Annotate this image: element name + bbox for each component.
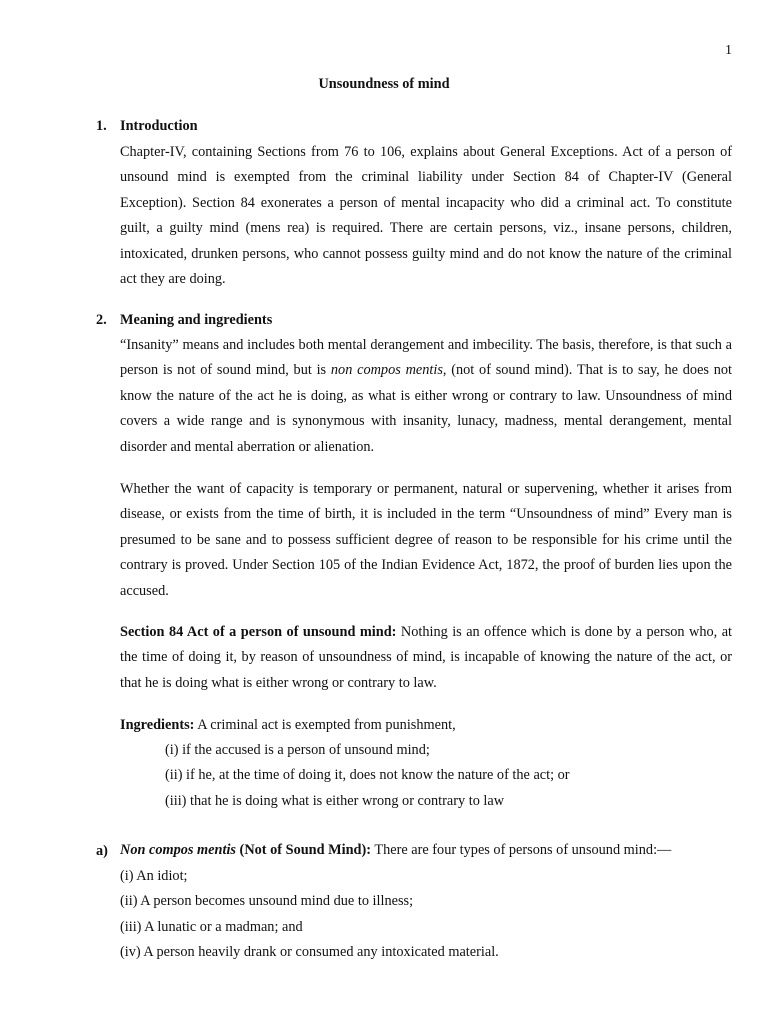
ncm-heading-line xyxy=(120,838,732,863)
section-84-paragraph xyxy=(120,620,732,696)
meaning-paragraph xyxy=(120,333,732,460)
section-heading: Introduction xyxy=(120,118,198,134)
page-number: 1 xyxy=(725,43,732,58)
section-84-label: Section 84 Act of a person of unsound mind: xyxy=(120,624,397,640)
subsection-marker: a) xyxy=(96,843,108,859)
ncm-list xyxy=(120,864,732,966)
latin-term: non compos mentis xyxy=(330,362,443,379)
capacity-paragraph: Whether the want of capacity is temporary or permanent, natural or supervening, whether it arises from disease, or exists from the time of birth, it is included in the term “Unsoundness of mind” Every man is presumed to be sane and to possess sufficient degree of reason to be responsible for his crime until the contrary is proved. Under Section 105 of the Indian Evidence Act, 1872, the proof of burden lies upon the accused. xyxy=(120,481,732,599)
list-item: (iv) A person heavily drank or consumed any intoxicated material. xyxy=(120,944,499,961)
ingredients-list xyxy=(165,738,570,814)
ingredients-paragraph xyxy=(120,713,732,738)
ncm-term: Non compos mentis xyxy=(120,842,236,858)
list-item: (ii) if he, at the time of doing it, does not know the nature of the act; or xyxy=(165,767,570,784)
list-item: (iii) A lunatic or a madman; and xyxy=(120,918,303,935)
ingredients-label: Ingredients: xyxy=(120,717,195,733)
ncm-heading: (Not of Sound Mind): xyxy=(235,842,372,858)
list-item: (i) if the accused is a person of unsound mind; xyxy=(165,742,430,758)
list-item: (iii) that he is doing what is either wrong or contrary to law xyxy=(165,792,505,809)
ingredients-text: A criminal act is exempted from punishment, xyxy=(194,717,456,733)
list-item: (ii) A person becomes unsound mind due to illness; xyxy=(120,893,414,910)
list-item: (i) An idiot; xyxy=(120,868,188,884)
section-heading: Meaning and ingredients xyxy=(120,312,273,328)
section-number: 2. xyxy=(96,312,107,328)
section-number: 1. xyxy=(96,118,107,134)
ncm-text: There are four types of persons of unsound mind:— xyxy=(371,842,672,858)
meaning-text: “Insanity” means and includes both mental derangement and imbecility. The basis, therefore, is that such a person is not of sound mind, but is xyxy=(120,337,732,379)
meaning-text: , (not of sound mind). That is to say, he does not know the nature of the act he is doing, as what is either wrong or contrary to law. Unsoundness of mind covers a wide range and is synonymous with insanity, lunacy, madness, mental derangement, mental disorder and mental aberration or alienation. xyxy=(120,362,733,455)
intro-paragraph: Chapter-IV, containing Sections from 76 to 106, explains about General Exceptions. Act of a person of unsound mind is exempted from the criminal liability under Section 84 of Chapter-IV (General Exception). Section 84 exonerates a person of mental incapacity who did a criminal act. To constitute guilt, a guilty mind (mens rea) is required. There are certain persons, viz., insane persons, children, intoxicated, drunken persons, who cannot possess guilty mind and do not know the nature of the criminal act they are doing. xyxy=(120,144,732,288)
section-84-text: Nothing is an offence which is done by a person who, at the time of doing it, by reason of unsoundness of mind, is incapable of knowing the nature of the act, or that he is doing what is either wrong or contrary to law. xyxy=(120,624,733,691)
document-title: Unsoundness of mind xyxy=(318,76,450,92)
